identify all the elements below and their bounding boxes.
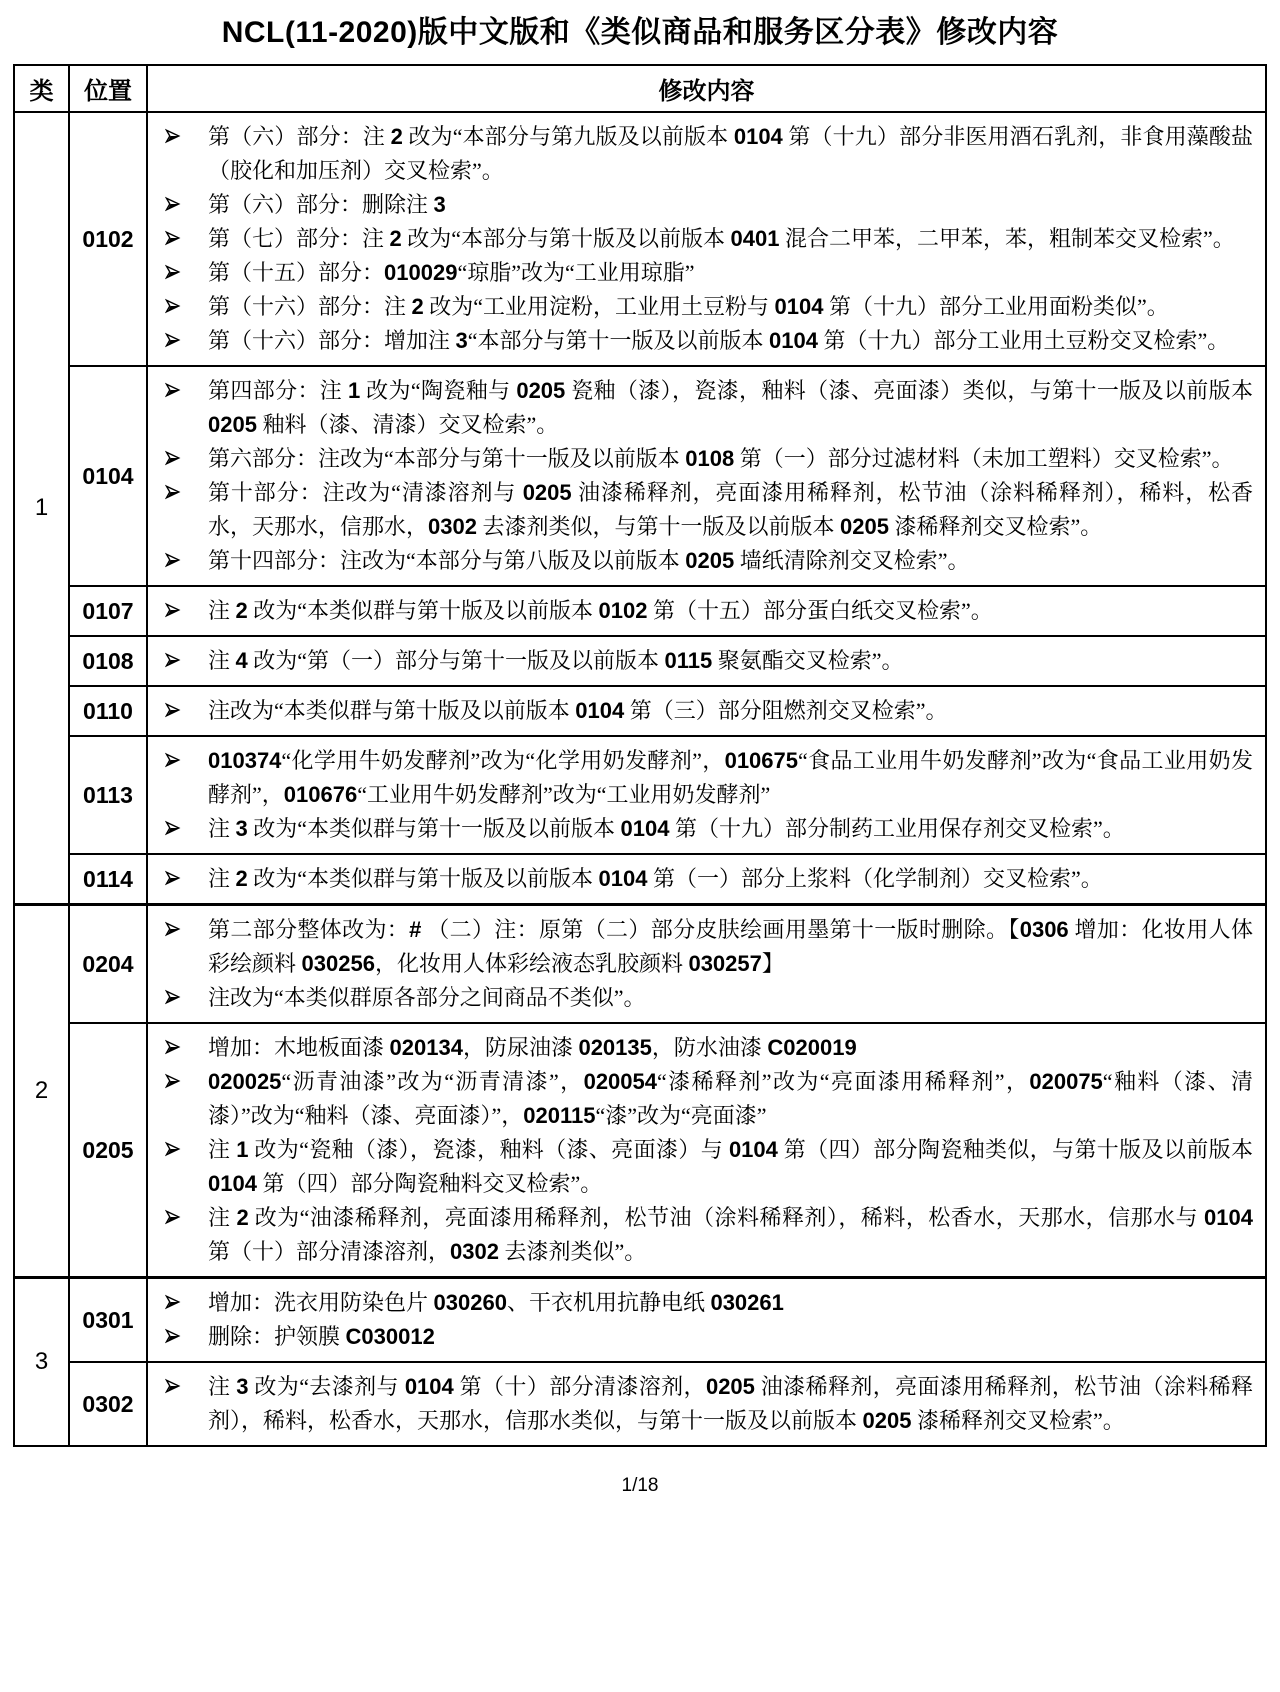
- class-number-cell: 1: [14, 112, 69, 905]
- change-item-text: 第四部分：注 1 改为“陶瓷釉与 0205 瓷釉（漆），瓷漆，釉料（漆、亮面漆）类似，与第十一版及以前版本 0205 釉料（漆、清漆）交叉检索”。: [208, 378, 1253, 437]
- content-cell: [147, 366, 1266, 586]
- change-item: [162, 476, 1265, 544]
- arrow-bullet-icon: [162, 552, 208, 573]
- position-cell: 0110: [69, 686, 147, 736]
- arrow-bullet-icon: [162, 989, 208, 1010]
- arrow-bullet-icon: [162, 484, 208, 505]
- table-header: [14, 65, 1266, 112]
- change-item-text: 注 3 改为“去漆剂与 0104 第（十）部分清漆溶剂，0205 油漆稀释剂，亮面漆用稀释剂，松节油（涂料稀释剂），稀料，松香水，天那水，信那水类似，与第十一版及以前版本 0205 漆稀释剂交叉检索”。: [208, 1374, 1253, 1433]
- arrow-bullet-icon: [162, 1073, 208, 1094]
- change-item-text: 注改为“本类似群原各部分之间商品不类似”。: [208, 985, 646, 1010]
- table-row: [14, 112, 1266, 366]
- position-cell: 0301: [69, 1278, 147, 1363]
- position-cell: 0204: [69, 905, 147, 1024]
- arrow-bullet-icon: [162, 702, 208, 723]
- change-item-text: 第（七）部分：注 2 改为“本部分与第十版及以前版本 0401 混合二甲苯，二甲苯，苯，粗制苯交叉检索”。: [208, 226, 1235, 251]
- change-item: [162, 594, 1265, 628]
- change-item: [162, 913, 1265, 981]
- table-row: [14, 905, 1266, 1024]
- position-cell: 0104: [69, 366, 147, 586]
- change-item: [162, 862, 1265, 896]
- table-row: [14, 1023, 1266, 1278]
- position-cell: 0108: [69, 636, 147, 686]
- change-item: [162, 644, 1265, 678]
- change-item-text: 注 2 改为“油漆稀释剂，亮面漆用稀释剂，松节油（涂料稀释剂），稀料，松香水，天那水，信那水与 0104 第（十）部分清漆溶剂，0302 去漆剂类似”。: [208, 1205, 1253, 1264]
- arrow-bullet-icon: [162, 752, 208, 773]
- change-item-text: 删除：护领膜 C030012: [208, 1324, 435, 1349]
- table-row: [14, 636, 1266, 686]
- change-item: [162, 1065, 1265, 1133]
- table-row: [14, 586, 1266, 636]
- changes-table: [13, 64, 1267, 1447]
- arrow-bullet-icon: [162, 382, 208, 403]
- arrow-bullet-icon: [162, 196, 208, 217]
- content-cell: [147, 1362, 1266, 1446]
- page-title: NCL(11-2020)版中文版和《类似商品和服务区分表》修改内容: [221, 16, 1059, 49]
- position-cell: 0113: [69, 736, 147, 854]
- arrow-bullet-icon: [162, 1039, 208, 1060]
- arrow-bullet-icon: [162, 332, 208, 353]
- change-item-text: 第（十五）部分：010029“琼脂”改为“工业用琼脂”: [208, 260, 695, 285]
- change-item: [162, 222, 1265, 256]
- content-cell: [147, 905, 1266, 1024]
- change-item: [162, 324, 1265, 358]
- change-item-text: 注 1 改为“瓷釉（漆），瓷漆，釉料（漆、亮面漆）与 0104 第（四）部分陶瓷釉类似，与第十版及以前版本 0104 第（四）部分陶瓷釉料交叉检索”。: [208, 1137, 1253, 1196]
- arrow-bullet-icon: [162, 1209, 208, 1230]
- content-cell: [147, 1023, 1266, 1278]
- header-row: [14, 65, 1266, 112]
- change-item: [162, 374, 1265, 442]
- arrow-bullet-icon: [162, 652, 208, 673]
- content-cell: [147, 1278, 1266, 1363]
- change-item: [162, 1320, 1265, 1354]
- arrow-bullet-icon: [162, 1328, 208, 1349]
- change-item-text: 第十四部分：注改为“本部分与第八版及以前版本 0205 墙纸清除剂交叉检索”。: [208, 548, 970, 573]
- arrow-bullet-icon: [162, 450, 208, 471]
- change-item-text: 第（十六）部分：增加注 3“本部分与第十一版及以前版本 0104 第（十九）部分工业用土豆粉交叉检索”。: [208, 328, 1230, 353]
- change-item: [162, 442, 1265, 476]
- table-row: [14, 366, 1266, 586]
- class-number-cell: 3: [14, 1278, 69, 1447]
- position-cell: 0205: [69, 1023, 147, 1278]
- page-number: 1/18: [621, 1475, 659, 1496]
- change-item: [162, 1370, 1265, 1438]
- change-item-text: 第六部分：注改为“本部分与第十一版及以前版本 0108 第（一）部分过滤材料（未加工塑料）交叉检索”。: [208, 446, 1234, 471]
- content-cell: [147, 854, 1266, 905]
- arrow-bullet-icon: [162, 1141, 208, 1162]
- change-item-text: 第（六）部分：删除注 3: [208, 192, 446, 217]
- change-item: [162, 694, 1265, 728]
- change-item-text: 第十部分：注改为“清漆溶剂与 0205 油漆稀释剂，亮面漆用稀释剂，松节油（涂料稀释剂），稀料，松香水，天那水，信那水，0302 去漆剂类似，与第十一版及以前版本 0205 漆稀释剂交叉检索”。: [208, 480, 1253, 539]
- position-cell: 0302: [69, 1362, 147, 1446]
- change-item: [162, 290, 1265, 324]
- change-item: [162, 1031, 1265, 1065]
- table-body: [14, 112, 1266, 1446]
- change-item-text: 注 3 改为“本类似群与第十一版及以前版本 0104 第（十九）部分制药工业用保存剂交叉检索”。: [208, 816, 1125, 841]
- change-item: [162, 1133, 1265, 1201]
- header-content: 修改内容: [147, 65, 1266, 112]
- change-item: [162, 744, 1265, 812]
- header-class: 类: [14, 65, 69, 112]
- arrow-bullet-icon: [162, 870, 208, 891]
- arrow-bullet-icon: [162, 820, 208, 841]
- position-cell: 0107: [69, 586, 147, 636]
- change-item-text: 增加：洗衣用防染色片 030260、干衣机用抗静电纸 030261: [208, 1290, 784, 1315]
- table-row: [14, 1278, 1266, 1363]
- change-item: [162, 120, 1265, 188]
- table-row: [14, 854, 1266, 905]
- change-item-text: 增加：木地板面漆 020134，防尿油漆 020135，防水油漆 C020019: [208, 1035, 857, 1060]
- change-item-text: 第二部分整体改为：# （二）注：原第（二）部分皮肤绘画用墨第十一版时删除。【0306 增加：化妆用人体彩绘颜料 030256，化妆用人体彩绘液态乳胶颜料 030257】: [208, 917, 1253, 976]
- position-cell: 0114: [69, 854, 147, 905]
- arrow-bullet-icon: [162, 602, 208, 623]
- change-item: [162, 1286, 1265, 1320]
- arrow-bullet-icon: [162, 230, 208, 251]
- arrow-bullet-icon: [162, 921, 208, 942]
- change-item-text: 注 4 改为“第（一）部分与第十一版及以前版本 0115 聚氨酯交叉检索”。: [208, 648, 904, 673]
- table-row: [14, 686, 1266, 736]
- change-item: [162, 544, 1265, 578]
- change-item: [162, 188, 1265, 222]
- change-item-text: 注改为“本类似群与第十版及以前版本 0104 第（三）部分阻燃剂交叉检索”。: [208, 698, 948, 723]
- header-position: 位置: [69, 65, 147, 112]
- content-cell: [147, 636, 1266, 686]
- table-row: [14, 1362, 1266, 1446]
- change-item-text: 注 2 改为“本类似群与第十版及以前版本 0104 第（一）部分上浆料（化学制剂）交叉检索”。: [208, 866, 1103, 891]
- change-item: [162, 256, 1265, 290]
- arrow-bullet-icon: [162, 1294, 208, 1315]
- change-item: [162, 981, 1265, 1015]
- content-cell: [147, 112, 1266, 366]
- change-item-text: 020025“沥青油漆”改为“沥青清漆”，020054“漆稀释剂”改为“亮面漆用稀释剂”，020075“釉料（漆、清漆）”改为“釉料（漆、亮面漆）”，020115“漆”改为“亮面漆”: [208, 1069, 1253, 1128]
- change-item-text: 第（十六）部分：注 2 改为“工业用淀粉，工业用土豆粉与 0104 第（十九）部分工业用面粉类似”。: [208, 294, 1169, 319]
- position-cell: 0102: [69, 112, 147, 366]
- table-row: [14, 736, 1266, 854]
- change-item-text: 010374“化学用牛奶发酵剂”改为“化学用奶发酵剂”，010675“食品工业用牛奶发酵剂”改为“食品工业用奶发酵剂”，010676“工业用牛奶发酵剂”改为“工业用奶发酵剂”: [208, 748, 1254, 807]
- arrow-bullet-icon: [162, 298, 208, 319]
- change-item-text: 注 2 改为“本类似群与第十版及以前版本 0102 第（十五）部分蛋白纸交叉检索”。: [208, 598, 993, 623]
- content-cell: [147, 586, 1266, 636]
- change-item: [162, 812, 1265, 846]
- class-number-cell: 2: [14, 905, 69, 1278]
- arrow-bullet-icon: [162, 128, 208, 149]
- change-item: [162, 1201, 1265, 1269]
- change-item-text: 第（六）部分：注 2 改为“本部分与第九版及以前版本 0104 第（十九）部分非医用酒石乳剂，非食用藻酸盐（胶化和加压剂）交叉检索”。: [208, 124, 1253, 183]
- arrow-bullet-icon: [162, 264, 208, 285]
- content-cell: [147, 736, 1266, 854]
- arrow-bullet-icon: [162, 1378, 208, 1399]
- content-cell: [147, 686, 1266, 736]
